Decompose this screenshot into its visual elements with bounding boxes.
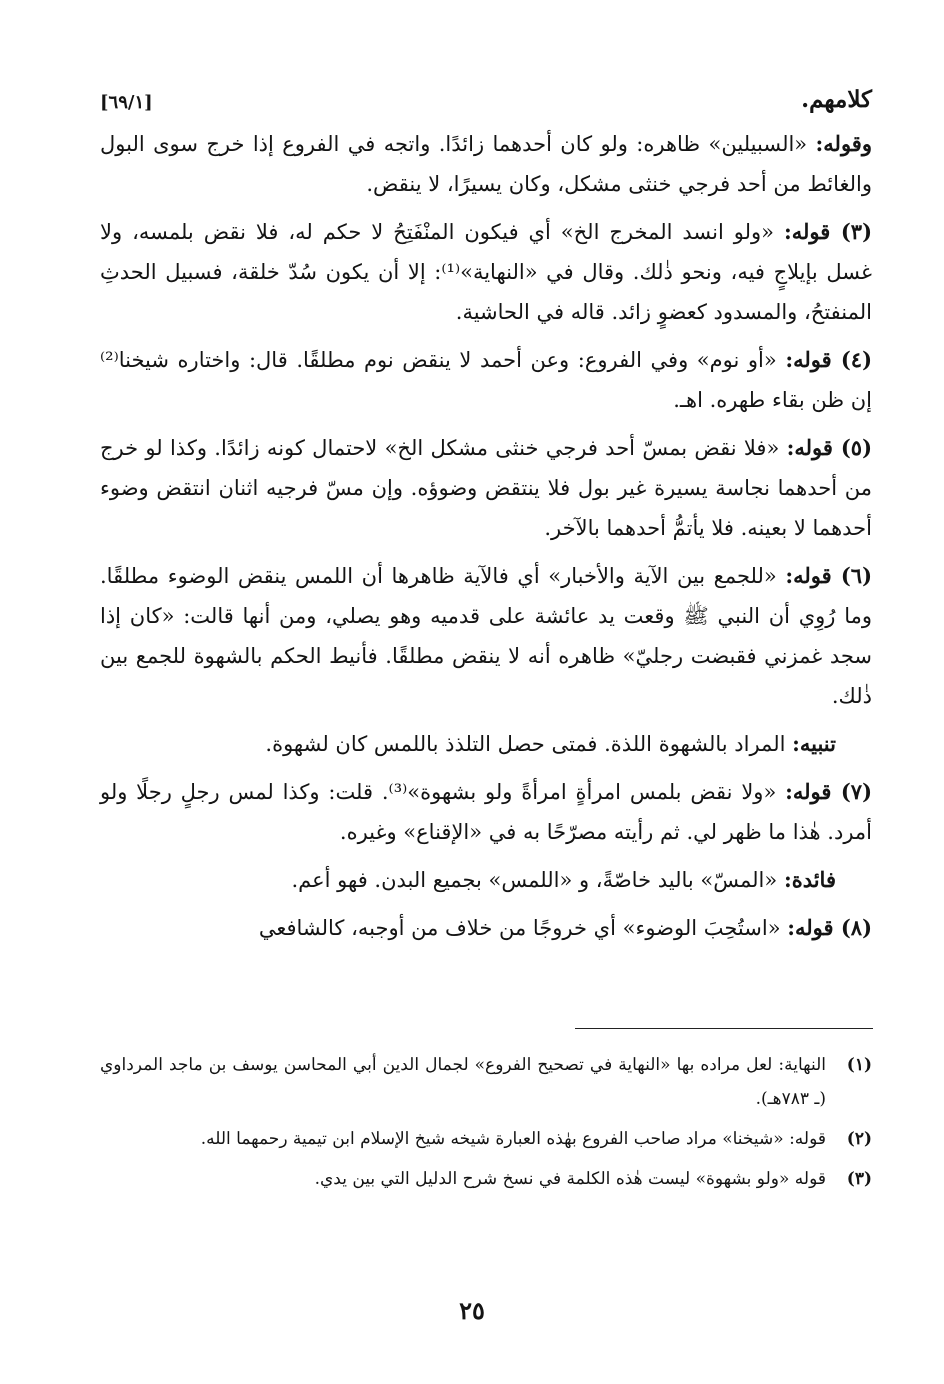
- footnote-number: (٢): [846, 1129, 872, 1149]
- main-text: [100, 124, 872, 956]
- paragraph-lead: (٧) قوله:: [785, 779, 872, 804]
- paragraph-text: «فلا نقض بمسّ أحد فرجي خنثى مشكل الخ» لاحتمال كونه زائدًا. وكذا لو خرج من أحدهما نجاسة يسيرة غير بول فلا ينتقض وضوؤه. وإن مسّ فرجيه اثنان انتقض وضوء أحدهما لا بعينه. فلا يأتمُّ أحدهما بالآخر.: [100, 436, 872, 540]
- footnote-text: النهاية: لعل مراده بها «النهاية في تصحيح الفروع» لجمال الدين أبي المحاسن يوسف بن ماجد المرداوي (ـ ٧٨٣هـ).: [100, 1055, 826, 1109]
- footnote-text: قوله «ولو بشهوة» ليست هٰذه الكلمة في نسخ شرح الدليل التي بين يدي.: [314, 1169, 826, 1189]
- paragraph-text: «المسّ» باليد خاصّةً، و «اللمس» بجميع البدن. فهو أعم.: [291, 868, 778, 892]
- note-paragraph: [100, 860, 872, 900]
- paragraph-lead: تنبيه:: [792, 731, 836, 756]
- paragraph: [100, 124, 872, 204]
- page-header: [100, 82, 872, 122]
- paragraph-lead: (٦) قوله:: [785, 563, 873, 588]
- paragraph-text: «أو نوم» وفي الفروع: وعن أحمد لا ينقض نوم مطلقًا. قال: واختاره شيخنا⁽²⁾ إن ظن بقاء طهره. اهـ.: [100, 348, 872, 412]
- paragraph-lead: (٥) قوله:: [786, 435, 872, 460]
- paragraph: [100, 772, 872, 852]
- paragraph: [100, 908, 872, 948]
- paragraph-lead: (٣) قوله:: [783, 219, 872, 244]
- paragraph-lead: (٤) قوله:: [785, 347, 873, 372]
- footnote: [100, 1162, 872, 1196]
- paragraph: [100, 556, 872, 716]
- paragraph-text: «ولا نقض بلمس امرأةٍ امرأةً ولو بشهوة»⁽³⁾. قلت: وكذا لمس رجلٍ رجلًا ولو أمرد. هٰذا ما ظهر لي. ثم رأيته مصرّحًا به في «الإقناع» وغيره.: [100, 780, 872, 844]
- footnote-number: (٣): [846, 1169, 872, 1189]
- footnote-separator: [575, 1028, 873, 1029]
- note-paragraph: [100, 724, 872, 764]
- paragraph-text: «ولو انسد المخرج الخ» أي فيكون المنْفَتِحُ لا حكم له، فلا نقض بلمسه، ولا غسل بإيلاجٍ فيه، ونحو ذٰلك. وقال في «النهاية»⁽¹⁾: إلا أن يكون سُدّ خلقة، فسبيل الحدثِ المنفتحُ، والمسدود كعضوٍ زائد. قاله في الحاشية.: [100, 220, 872, 324]
- paragraph-lead: وقوله:: [815, 131, 872, 156]
- paragraph-text: «للجمع بين الآية والأخبار» أي فالآية ظاهرها أن اللمس ينقض الوضوء مطلقًا. وما رُوِي أن النبي ﷺ وقعت يد عائشة على قدميه وهو يصلي، ومن أنها قالت: «كان إذا سجد غمزني فقبضت رجليّ» ظاهره أنه لا ينقض مطلقًا. فأنيط الحكم بالشهوة للجمع بين ذٰلك.: [100, 564, 872, 708]
- paragraph-text: «استُحِبَ الوضوء» أي خروجًا من خلاف من أوجبه، كالشافعي: [258, 916, 781, 940]
- paragraph: [100, 428, 872, 548]
- page-number: ٢٥: [459, 1296, 485, 1325]
- paragraph-lead: فائدة:: [783, 867, 836, 892]
- paragraph: [100, 340, 872, 420]
- footnote-number: (١): [846, 1055, 872, 1075]
- footnotes: [100, 1048, 872, 1202]
- page-reference: [٦٩/١]: [100, 92, 153, 113]
- footnote-text: قوله: «شيخنا» مراد صاحب الفروع بهٰذه العبارة شيخه شيخ الإسلام ابن تيمية رحمهما الله.: [200, 1129, 826, 1149]
- paragraph-text: المراد بالشهوة اللذة. فمتى حصل التلذذ باللمس كان لشهوة.: [265, 732, 786, 756]
- paragraph: [100, 212, 872, 332]
- paragraph-text: «السبيلين» ظاهره: ولو كان أحدهما زائدًا. واتجه في الفروع إذا خرج سوى البول والغائط من أحد فرجي خنثى مشكل، وكان يسيرًا، لا ينقض.: [100, 132, 872, 196]
- paragraph-lead: (٨) قوله:: [787, 915, 872, 940]
- continued-text: كلامهم.: [801, 86, 872, 113]
- footnote: [100, 1048, 872, 1116]
- footnote: [100, 1122, 872, 1156]
